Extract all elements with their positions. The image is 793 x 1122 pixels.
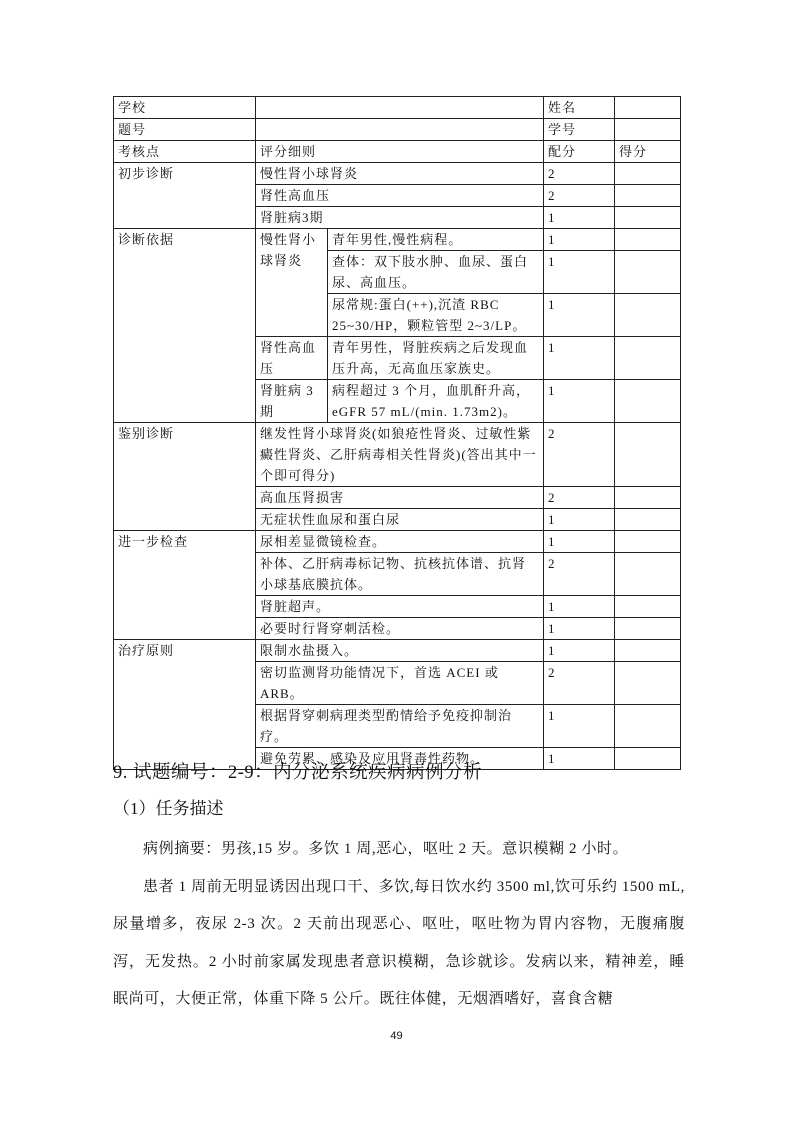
criteria-cell: 必要时行肾穿刺活检。 [256,618,544,640]
student-id-label: 学号 [544,119,615,141]
criteria-cell: 高血压肾损害 [256,487,544,509]
got-cell [615,553,681,596]
criteria-cell: 慢性肾小球肾炎 [256,163,544,185]
got-cell [615,185,681,207]
column-header: 评分细则 [256,141,544,163]
criteria-cell: 根据肾穿刺病理类型酌情给予免疫抑制治疗。 [256,705,544,748]
table-row [114,531,681,553]
criteria-cell: 补体、乙肝病毒标记物、抗核抗体谱、抗肾小球基底膜抗体。 [256,553,544,596]
school-label: 学校 [114,97,256,119]
score-cell: 1 [544,380,615,423]
score-cell: 1 [544,251,615,294]
criteria-cell: 青年男性，肾脏疾病之后发现血压升高，无高血压家族史。 [328,337,544,380]
score-cell: 1 [544,207,615,229]
criteria-cell: 肾性高血压 [256,185,544,207]
score-cell: 1 [544,748,615,770]
criteria-cell: 肾脏病3期 [256,207,544,229]
scoring-table [113,96,681,770]
score-cell: 1 [544,509,615,531]
table-row [114,423,681,487]
criteria-cell: 密切监测肾功能情况下，首选 ACEI 或 ARB。 [256,662,544,705]
school-value [256,97,544,119]
got-cell [615,705,681,748]
score-cell: 1 [544,531,615,553]
got-cell [615,294,681,337]
score-cell: 1 [544,618,615,640]
got-cell [615,531,681,553]
paragraph: 患者 1 周前无明显诱因出现口干、多饮,每日饮水约 3500 ml,饮可乐约 1500 mL,尿量增多，夜尿 2-3 次。2 天前出现恶心、呕吐，呕吐物为胃内容物，无腹痛腹泻，无发热。2 小时前家属发现患者意识模糊，急诊就诊。发病以来，精神差，睡眠尚可，大便正常，体重下降 5 公斤。既往体健，无烟酒嗜好，喜食含糖 [113,878,685,1007]
category-label: 初步诊断 [114,163,256,229]
criteria-cell: 肾脏超声。 [256,596,544,618]
section-subheading: （1）任务描述 [113,799,224,818]
score-cell: 2 [544,553,615,596]
paragraph: 病例摘要：男孩,15 岁。多饮 1 周,恶心，呕吐 2 天。意识模糊 2 小时。 [143,841,629,857]
criteria-cell: 查体：双下肢水肿、血尿、蛋白尿、高血压。 [328,251,544,294]
got-cell [615,618,681,640]
case-description [113,831,685,1019]
score-cell: 1 [544,229,615,251]
criteria-cell: 限制水盐摄入。 [256,640,544,662]
got-cell [615,251,681,294]
student-id-value [615,119,681,141]
score-cell: 2 [544,662,615,705]
column-header: 考核点 [114,141,256,163]
criteria-cell: 青年男性,慢性病程。 [328,229,544,251]
score-cell: 1 [544,705,615,748]
criteria-cell: 尿常规:蛋白(++),沉渣 RBC 25~30/HP，颗粒管型 2~3/LP。 [328,294,544,337]
table-row [114,97,681,119]
category-label: 诊断依据 [114,229,256,423]
got-cell [615,380,681,423]
got-cell [615,748,681,770]
category-label: 进一步检查 [114,531,256,640]
section-heading: 9. 试题编号：2-9：内分泌系统疾病病例分析 [113,763,483,783]
table-row [114,640,681,662]
subgroup-label: 肾性高血压 [256,337,328,380]
score-cell: 1 [544,596,615,618]
got-cell [615,163,681,185]
column-header: 配分 [544,141,615,163]
table-row [114,229,681,251]
score-cell: 2 [544,487,615,509]
score-cell: 2 [544,185,615,207]
score-cell: 2 [544,163,615,185]
got-cell [615,662,681,705]
category-label: 鉴别诊断 [114,423,256,531]
score-cell: 1 [544,640,615,662]
criteria-cell: 无症状性血尿和蛋白尿 [256,509,544,531]
table-row [114,119,681,141]
got-cell [615,207,681,229]
score-cell: 1 [544,294,615,337]
page-number: 49 [390,1030,403,1042]
column-header: 得分 [615,141,681,163]
got-cell [615,509,681,531]
subgroup-label: 慢性肾小球肾炎 [256,229,328,337]
name-value [615,97,681,119]
table-header-row [114,141,681,163]
got-cell [615,640,681,662]
got-cell [615,423,681,487]
got-cell [615,596,681,618]
question-value [256,119,544,141]
score-cell: 2 [544,423,615,487]
category-label: 治疗原则 [114,640,256,770]
question-label: 题号 [114,119,256,141]
criteria-cell: 继发性肾小球肾炎(如狼疮性肾炎、过敏性紫癜性肾炎、乙肝病毒相关性肾炎)(答出其中一个即可得分) [256,423,544,487]
table-row [114,163,681,185]
got-cell [615,229,681,251]
got-cell [615,487,681,509]
criteria-cell: 病程超过 3 个月，血肌酐升高，eGFR 57 mL/(min. 1.73m2)。 [328,380,544,423]
score-cell: 1 [544,337,615,380]
got-cell [615,337,681,380]
criteria-cell: 尿相差显微镜检查。 [256,531,544,553]
name-label: 姓名 [544,97,615,119]
criteria-cell: 避免劳累、感染及应用肾毒性药物。 [256,748,544,770]
subgroup-label: 肾脏病 3 期 [256,380,328,423]
